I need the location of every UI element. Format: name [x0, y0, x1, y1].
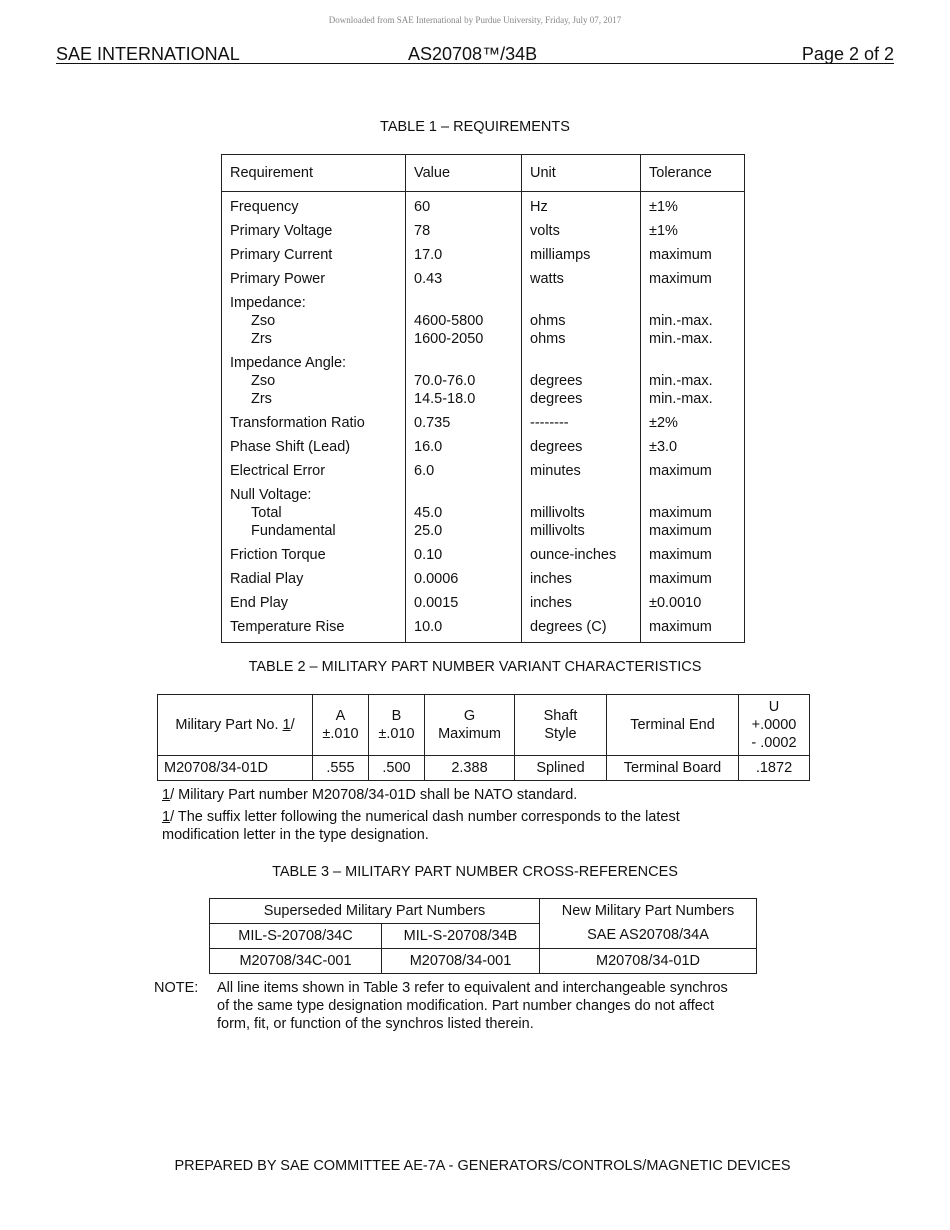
cell-unit: degrees (C) — [522, 618, 641, 643]
column-header-a: A ±.010 — [313, 695, 369, 756]
cell-requirement: Radial Play — [222, 570, 406, 594]
cross-reference-header-row — [210, 899, 757, 924]
requirements-table — [221, 154, 745, 643]
column-header-value: Value — [406, 155, 522, 192]
cell-value: 16.0 — [406, 438, 522, 462]
cell-value: 45.0 25.0 — [406, 486, 522, 546]
table-row — [222, 594, 745, 618]
cell-unit: inches — [522, 594, 641, 618]
download-note: Downloaded from SAE International by Purdue University, Friday, July 07, 2017 — [328, 15, 622, 25]
cell-unit: watts — [522, 270, 641, 294]
cell-value: 10.0 — [406, 618, 522, 643]
cell-u: .1872 — [739, 756, 810, 781]
table2-caption: TABLE 2 – MILITARY PART NUMBER VARIANT CHARACTERISTICS — [248, 659, 702, 675]
cell-tolerance: maximum — [641, 246, 745, 270]
cell-requirement: Null Voltage: Total Fundamental — [222, 486, 406, 546]
cell-value: 0.0015 — [406, 594, 522, 618]
column-header-unit: Unit — [522, 155, 641, 192]
footnote-1: 1/ Military Part number M20708/34-01D shall be NATO standard. — [162, 787, 578, 803]
cell-unit: ohms ohms — [522, 294, 641, 354]
cell-g: 2.388 — [425, 756, 515, 781]
cell-value: 6.0 — [406, 462, 522, 486]
cell-b: .500 — [369, 756, 425, 781]
cell-unit: degrees degrees — [522, 354, 641, 414]
column-header-military-part-no: Military Part No. 1/ — [158, 695, 313, 756]
column-header-terminal-end: Terminal End — [607, 695, 739, 756]
cell-value: 0.0006 — [406, 570, 522, 594]
column-header-u: U +.0000 - .0002 — [739, 695, 810, 756]
header-document-number: AS20708™/34B — [408, 44, 538, 64]
cell-value: 70.0-76.0 14.5-18.0 — [406, 354, 522, 414]
cell-requirement: Friction Torque — [222, 546, 406, 570]
table-row — [158, 756, 810, 781]
cell-unit: inches — [522, 570, 641, 594]
cell-unit: millivolts millivolts — [522, 486, 641, 546]
cell-tolerance: min.-max. min.-max. — [641, 354, 745, 414]
variant-header-row — [158, 695, 810, 756]
table-row — [222, 192, 745, 223]
cell-requirement: End Play — [222, 594, 406, 618]
table-row — [222, 618, 745, 643]
cell-value: 17.0 — [406, 246, 522, 270]
cell-requirement: Temperature Rise — [222, 618, 406, 643]
cell-requirement: Electrical Error — [222, 462, 406, 486]
cell-value: 0.10 — [406, 546, 522, 570]
column-header-tolerance: Tolerance — [641, 155, 745, 192]
table-row — [222, 354, 745, 414]
cell-superseded-34c: M20708/34C-001 — [210, 949, 382, 974]
table-row — [222, 486, 745, 546]
footnote-2: 1/ The suffix letter following the numerical dash number corresponds to the latest modification letter in the type designation. — [162, 809, 680, 843]
table1-caption: TABLE 1 – REQUIREMENTS — [380, 119, 570, 135]
cell-new-part-number: M20708/34-01D — [540, 949, 757, 974]
cell-requirement: Frequency — [222, 192, 406, 223]
cell-value: 0.43 — [406, 270, 522, 294]
cell-tolerance: ±0.0010 — [641, 594, 745, 618]
column-header-new: New Military Part Numbers SAE AS20708/34A — [540, 899, 757, 949]
cell-tolerance: maximum maximum — [641, 486, 745, 546]
table-row — [222, 414, 745, 438]
cell-requirement: Primary Power — [222, 270, 406, 294]
note-text: All line items shown in Table 3 refer to equivalent and interchangeable synchros of the same type designation modification. Part number changes do not affect form, fit, or function of the synchros listed therein. — [217, 980, 728, 1032]
header-page-number: Page 2 of 2 — [801, 44, 894, 64]
table-row — [222, 294, 745, 354]
table-row — [222, 270, 745, 294]
cell-a: .555 — [313, 756, 369, 781]
cell-shaft-style: Splined — [515, 756, 607, 781]
table-row — [222, 438, 745, 462]
column-header-mil-s-34c: MIL-S-20708/34C — [210, 924, 382, 949]
cell-value: 0.735 — [406, 414, 522, 438]
cell-requirement: Phase Shift (Lead) — [222, 438, 406, 462]
cell-value: 78 — [406, 222, 522, 246]
table-row — [222, 570, 745, 594]
note-label: NOTE: — [154, 980, 199, 996]
table3-caption: TABLE 3 – MILITARY PART NUMBER CROSS-REFERENCES — [272, 864, 678, 880]
cell-tolerance: ±1% — [641, 192, 745, 223]
column-header-g: G Maximum — [425, 695, 515, 756]
table-row — [222, 546, 745, 570]
footer-committee: PREPARED BY SAE COMMITTEE AE-7A - GENERATORS/CONTROLS/MAGNETIC DEVICES — [174, 1158, 791, 1174]
table-row — [222, 462, 745, 486]
column-header-requirement: Requirement — [222, 155, 406, 192]
cell-tolerance: maximum — [641, 570, 745, 594]
cell-tolerance: maximum — [641, 462, 745, 486]
column-header-mil-s-34b: MIL-S-20708/34B — [382, 924, 540, 949]
header-rule — [56, 63, 894, 64]
header-publisher: SAE INTERNATIONAL — [56, 44, 240, 64]
cell-superseded-34b: M20708/34-001 — [382, 949, 540, 974]
cell-unit: volts — [522, 222, 641, 246]
cell-requirement: Primary Current — [222, 246, 406, 270]
table-row — [210, 949, 757, 974]
cell-tolerance: maximum — [641, 546, 745, 570]
cell-requirement: Primary Voltage — [222, 222, 406, 246]
cell-requirement: Transformation Ratio — [222, 414, 406, 438]
cell-tolerance: ±2% — [641, 414, 745, 438]
cell-tolerance: maximum — [641, 618, 745, 643]
cell-unit: ounce-inches — [522, 546, 641, 570]
variant-characteristics-table — [157, 694, 810, 781]
cell-terminal-end: Terminal Board — [607, 756, 739, 781]
cell-requirement: Impedance Angle: Zso Zrs — [222, 354, 406, 414]
cell-unit: minutes — [522, 462, 641, 486]
column-header-superseded: Superseded Military Part Numbers — [210, 899, 540, 924]
column-header-shaft-style: Shaft Style — [515, 695, 607, 756]
cell-unit: -------- — [522, 414, 641, 438]
cross-reference-table — [209, 898, 757, 974]
cell-requirement: Impedance: Zso Zrs — [222, 294, 406, 354]
cell-tolerance: maximum — [641, 270, 745, 294]
cell-tolerance: ±1% — [641, 222, 745, 246]
cell-unit: milliamps — [522, 246, 641, 270]
cell-unit: Hz — [522, 192, 641, 223]
cell-value: 4600-5800 1600-2050 — [406, 294, 522, 354]
table-row — [222, 222, 745, 246]
requirements-header-row — [222, 155, 745, 192]
cell-tolerance: ±3.0 — [641, 438, 745, 462]
column-header-b: B ±.010 — [369, 695, 425, 756]
footnote-ref: 1 — [282, 717, 291, 733]
cell-unit: degrees — [522, 438, 641, 462]
table-row — [222, 246, 745, 270]
requirements-table-body — [222, 192, 745, 643]
cell-part-no: M20708/34-01D — [158, 756, 313, 781]
cell-tolerance: min.-max. min.-max. — [641, 294, 745, 354]
cell-value: 60 — [406, 192, 522, 223]
